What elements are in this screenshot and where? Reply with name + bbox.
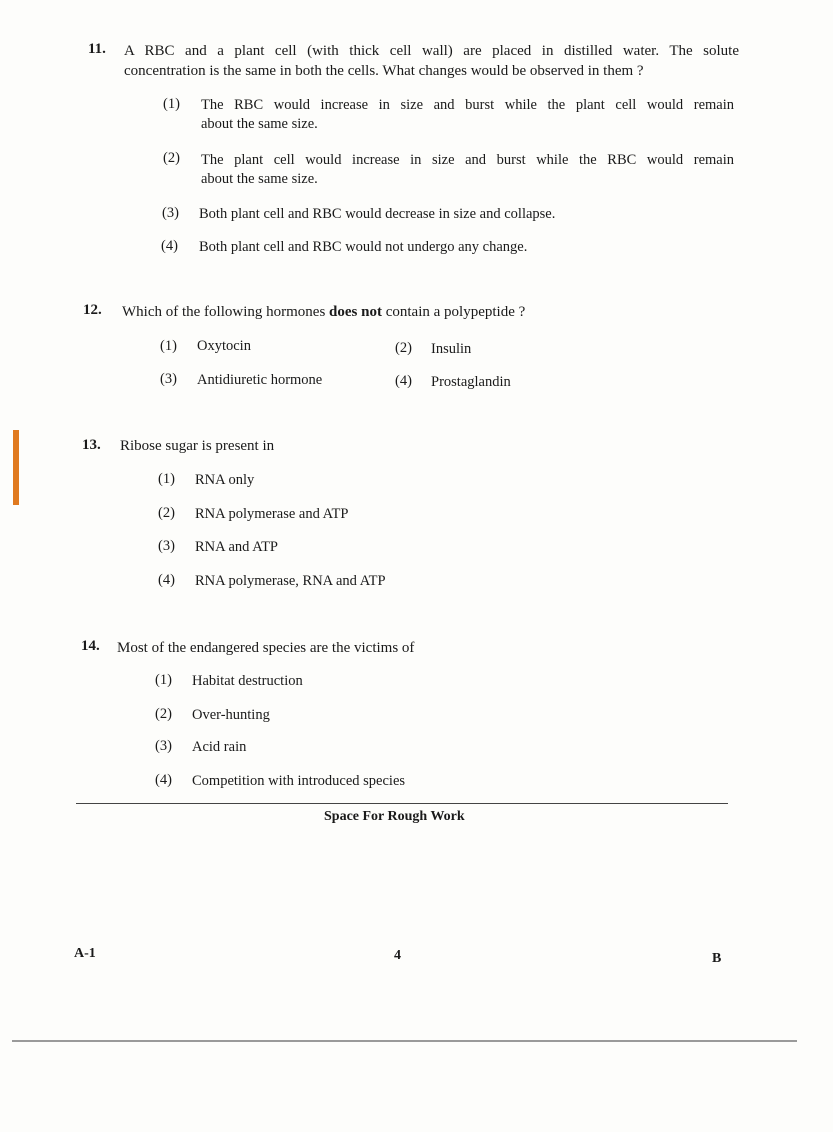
footer-code: A-1 — [74, 946, 96, 961]
option-number: (4) — [395, 373, 412, 389]
question-text-before: Which of the following hormones — [122, 304, 330, 320]
option-number: (1) — [163, 96, 180, 112]
option-text-cont: about the same size. — [201, 171, 318, 187]
option-text: RNA polymerase, RNA and ATP — [195, 573, 386, 589]
option-text: RNA polymerase and ATP — [195, 506, 349, 522]
option-number: (2) — [395, 340, 412, 356]
question-text-line2: concentration is the same in both the cells. What changes would be observed in them ? — [124, 63, 644, 79]
option-text: Antidiuretic hormone — [197, 372, 323, 388]
option-number: (1) — [155, 672, 172, 688]
question-text: Most of the endangered species are the victims of — [117, 640, 415, 656]
rough-work-label: Space For Rough Work — [324, 809, 465, 824]
option-text-cont: about the same size. — [201, 116, 318, 132]
booklet-series: B — [712, 951, 722, 966]
scan-page-edge — [12, 1040, 797, 1042]
orange-side-mark — [13, 430, 19, 505]
option-text: Oxytocin — [197, 338, 251, 354]
question-text-emphasis: does not — [329, 304, 382, 320]
option-number: (1) — [160, 338, 177, 354]
page-number: 4 — [394, 948, 401, 963]
option-text: Prostaglandin — [431, 374, 511, 390]
option-number: (4) — [155, 772, 172, 788]
option-text: Acid rain — [192, 739, 247, 755]
question-text — [122, 303, 525, 321]
option-number: (3) — [162, 205, 179, 221]
option-text: RNA and ATP — [195, 539, 278, 555]
option-text: The RBC would increase in size and burst while the plant cell would remain — [201, 97, 734, 113]
option-text: Over-hunting — [192, 707, 270, 723]
option-number: (4) — [158, 572, 175, 588]
option-number: (2) — [163, 150, 180, 166]
option-number: (4) — [161, 238, 178, 254]
option-number: (3) — [155, 738, 172, 754]
question-number: 13. — [82, 437, 101, 453]
option-number: (2) — [155, 706, 172, 722]
option-number: (2) — [158, 505, 175, 521]
question-text: Ribose sugar is present in — [120, 438, 275, 454]
option-number: (1) — [158, 471, 175, 487]
question-text-line1: A RBC and a plant cell (with thick cell wall) are placed in distilled water. The solute — [124, 43, 739, 59]
option-text: Insulin — [431, 341, 472, 357]
question-number: 12. — [83, 302, 102, 318]
option-number: (3) — [160, 371, 177, 387]
option-text: RNA only — [195, 472, 255, 488]
question-number: 14. — [81, 638, 100, 654]
option-number: (3) — [158, 538, 175, 554]
option-text: Habitat destruction — [192, 673, 303, 689]
option-text: Both plant cell and RBC would not undergo any change. — [199, 239, 528, 255]
option-text: Both plant cell and RBC would decrease in size and collapse. — [199, 206, 556, 222]
rough-work-divider — [76, 803, 728, 804]
option-text: Competition with introduced species — [192, 773, 406, 789]
question-text-after: contain a polypeptide ? — [381, 304, 526, 320]
question-number: 11. — [88, 41, 106, 57]
option-text: The plant cell would increase in size and burst while the RBC would remain — [201, 152, 734, 168]
